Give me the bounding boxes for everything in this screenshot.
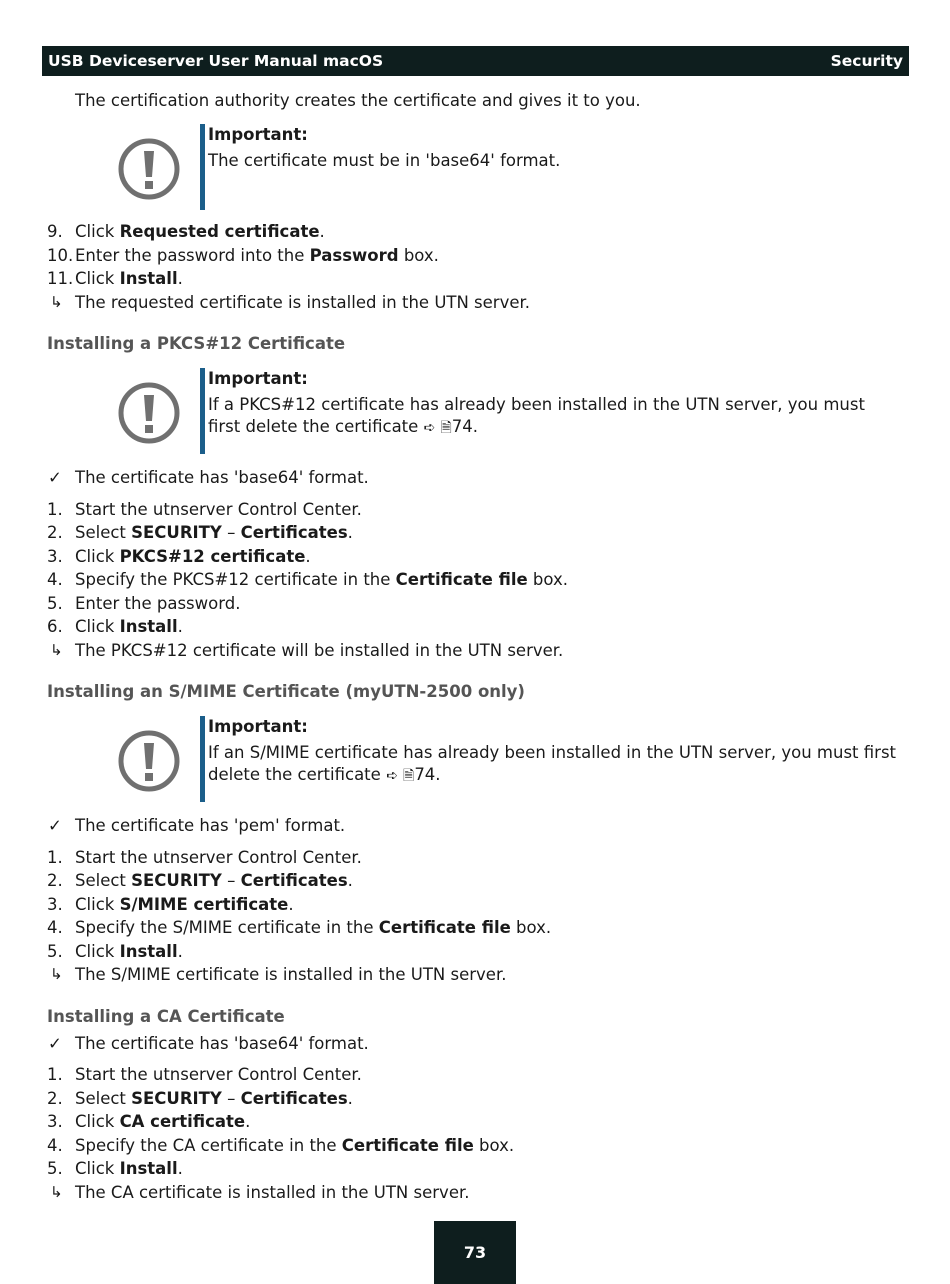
step-text: Click — [75, 222, 120, 241]
result-text: The PKCS#12 certificate will be installed in the UTN server. — [75, 640, 564, 660]
step-bold: Install — [119, 941, 178, 961]
step-bold: SECURITY — [131, 871, 222, 890]
step-text: Select — [75, 1088, 132, 1108]
step-number: 2. — [47, 523, 63, 542]
step-bold: Certificate file — [378, 918, 511, 937]
section-heading-ca: Installing a CA Certificate — [47, 1006, 285, 1026]
step-bold: Password — [309, 245, 399, 265]
note-bar — [200, 124, 205, 210]
step-text: . — [347, 1088, 353, 1108]
step-number: 1. — [47, 1065, 63, 1084]
exclamation-circle-icon — [117, 137, 181, 201]
manual-title: USB Deviceserver User Manual macOS — [48, 52, 384, 70]
step-item — [47, 592, 907, 616]
requirement-text: The certificate has 'base64' format. — [75, 468, 369, 487]
step-number: 6. — [47, 617, 63, 636]
step-text: Click — [75, 1159, 120, 1178]
note-title: Important: — [208, 369, 308, 388]
result-text: The S/MIME certificate is installed in the UTN server. — [75, 965, 507, 984]
step-text: box. — [510, 918, 552, 937]
step-item — [47, 1157, 907, 1181]
note-text — [208, 394, 898, 439]
step-text: . — [319, 222, 325, 241]
step-text: box. — [398, 245, 439, 265]
step-text: Start the utnserver Control Center. — [75, 847, 362, 867]
step-text: Enter the password into the — [75, 245, 310, 265]
step-bold: Certificates — [240, 871, 348, 890]
step-text: box. — [527, 570, 569, 589]
step-number: 5. — [47, 1159, 63, 1178]
step-number: 1. — [47, 847, 63, 867]
requirement-item — [47, 466, 907, 490]
step-text: – — [221, 523, 241, 542]
result-arrow-icon: ↳ — [50, 1182, 63, 1201]
step-text: Specify the S/MIME certificate in the — [75, 918, 379, 937]
step-bold: CA certificate — [119, 1112, 246, 1131]
step-number: 3. — [47, 546, 63, 566]
step-number: 9. — [47, 222, 63, 241]
reference-arrow-icon: ➪ — [423, 420, 436, 436]
step-bold: PKCS#12 certificate — [119, 546, 306, 566]
step-item — [47, 893, 907, 917]
step-bold: SECURITY — [131, 523, 222, 542]
step-number: 3. — [47, 1112, 63, 1131]
step-text: Click — [75, 269, 120, 288]
page-number: 73 — [434, 1221, 516, 1284]
page-content — [47, 88, 907, 1204]
step-number: 5. — [47, 593, 63, 613]
exclamation-circle-icon — [117, 381, 181, 445]
step-text: Select — [75, 871, 132, 890]
step-text: Specify the CA certificate in the — [75, 1135, 342, 1155]
step-text: . — [177, 269, 183, 288]
step-text: Specify the PKCS#12 certificate in the — [75, 570, 396, 589]
checkmark-icon: ✓ — [48, 816, 62, 835]
result-item — [47, 963, 907, 987]
step-text: . — [347, 523, 353, 542]
step-bold: Install — [119, 269, 178, 288]
result-item — [47, 1181, 907, 1205]
step-bold: Install — [119, 1159, 178, 1178]
step-item — [47, 498, 907, 522]
step-item — [47, 615, 907, 639]
step-item — [47, 244, 907, 268]
step-bold: Install — [119, 617, 178, 636]
step-text: – — [221, 871, 241, 890]
page-reference-icon: 🗎 — [403, 768, 415, 784]
step-text: . — [347, 871, 353, 890]
step-text: – — [221, 1088, 241, 1108]
step-item — [47, 869, 907, 893]
step-text: Enter the password. — [75, 593, 241, 613]
step-item — [47, 267, 907, 291]
step-item — [47, 1087, 907, 1111]
step-bold: Certificate file — [395, 570, 528, 589]
step-number: 3. — [47, 894, 63, 914]
page-reference-icon: 🗎 — [440, 420, 452, 436]
step-number: 4. — [47, 918, 63, 937]
step-text: box. — [473, 1135, 515, 1155]
step-text: . — [305, 546, 311, 566]
note-text — [208, 742, 898, 787]
result-item — [47, 639, 907, 663]
step-bold: SECURITY — [131, 1088, 222, 1108]
step-number: 5. — [47, 941, 63, 961]
note-title: Important: — [208, 717, 308, 736]
step-text: Click — [75, 617, 120, 636]
step-text: Click — [75, 894, 120, 914]
step-text: . — [177, 941, 183, 961]
important-note — [47, 368, 907, 456]
step-text: . — [288, 894, 294, 914]
section-heading-pkcs12: Installing a PKCS#12 Certificate — [47, 334, 346, 353]
step-item — [47, 916, 907, 940]
step-number: 2. — [47, 871, 63, 890]
important-note — [47, 716, 907, 804]
result-arrow-icon: ↳ — [50, 965, 63, 983]
step-item — [47, 1063, 907, 1087]
requirement-item — [47, 1032, 907, 1056]
page-header — [42, 46, 909, 76]
step-item — [47, 568, 907, 592]
step-number: 11. — [47, 269, 74, 288]
note-text: The certificate must be in 'base64' format. — [208, 151, 561, 170]
result-arrow-icon: ↳ — [50, 292, 63, 311]
step-text: . — [245, 1112, 251, 1131]
step-text: . — [177, 617, 183, 636]
section-title: Security — [830, 52, 903, 70]
step-text: Start the utnserver Control Center. — [75, 499, 362, 519]
step-text: Start the utnserver Control Center. — [75, 1065, 362, 1084]
note-text-body: If an S/MIME certificate has already been installed in the UTN server, you must first delete the certificate — [208, 743, 897, 784]
step-number: 1. — [47, 499, 63, 519]
result-text: The CA certificate is installed in the UTN server. — [75, 1182, 470, 1202]
step-bold: S/MIME certificate — [119, 894, 289, 914]
step-item — [47, 545, 907, 569]
step-text: Click — [75, 546, 120, 566]
result-item — [47, 291, 907, 315]
step-number: 4. — [47, 1135, 63, 1155]
step-item — [47, 521, 907, 545]
requirement-text: The certificate has 'pem' format. — [75, 816, 346, 835]
step-number: 10. — [47, 245, 74, 265]
page-reference-link[interactable]: 74. — [414, 765, 441, 784]
step-text: Select — [75, 523, 132, 542]
important-note — [47, 124, 907, 212]
reference-arrow-icon: ➪ — [386, 768, 398, 784]
result-text: The requested certificate is installed in the UTN server. — [75, 292, 531, 312]
step-item — [47, 846, 907, 870]
step-item — [47, 940, 907, 964]
note-bar — [200, 368, 205, 454]
requirement-item — [47, 814, 907, 838]
step-bold: Certificates — [240, 1088, 348, 1108]
note-bar — [200, 716, 205, 802]
step-number: 4. — [47, 570, 63, 589]
step-item — [47, 1134, 907, 1158]
result-arrow-icon: ↳ — [50, 640, 63, 659]
step-number: 2. — [47, 1088, 63, 1108]
checkmark-icon: ✓ — [48, 468, 62, 487]
step-item — [47, 1110, 907, 1134]
step-text: Click — [75, 1112, 120, 1131]
page-reference-link[interactable]: 74. — [451, 417, 479, 436]
intro-text: The certification authority creates the certificate and gives it to you. — [75, 91, 641, 110]
checkmark-icon: ✓ — [48, 1033, 62, 1053]
step-item — [47, 220, 907, 244]
step-text: Click — [75, 941, 120, 961]
step-text: . — [177, 1159, 183, 1178]
requirement-text: The certificate has 'base64' format. — [75, 1033, 369, 1053]
exclamation-circle-icon — [117, 729, 181, 793]
note-title: Important: — [208, 125, 308, 144]
note-text-body: If a PKCS#12 certificate has already been installed in the UTN server, you must first delete the certificate — [208, 395, 865, 436]
section-heading-smime: Installing an S/MIME Certificate (myUTN-2500 only) — [47, 682, 525, 701]
step-bold: Certificates — [240, 523, 348, 542]
step-bold: Requested certificate — [119, 222, 320, 241]
step-bold: Certificate file — [341, 1135, 474, 1155]
